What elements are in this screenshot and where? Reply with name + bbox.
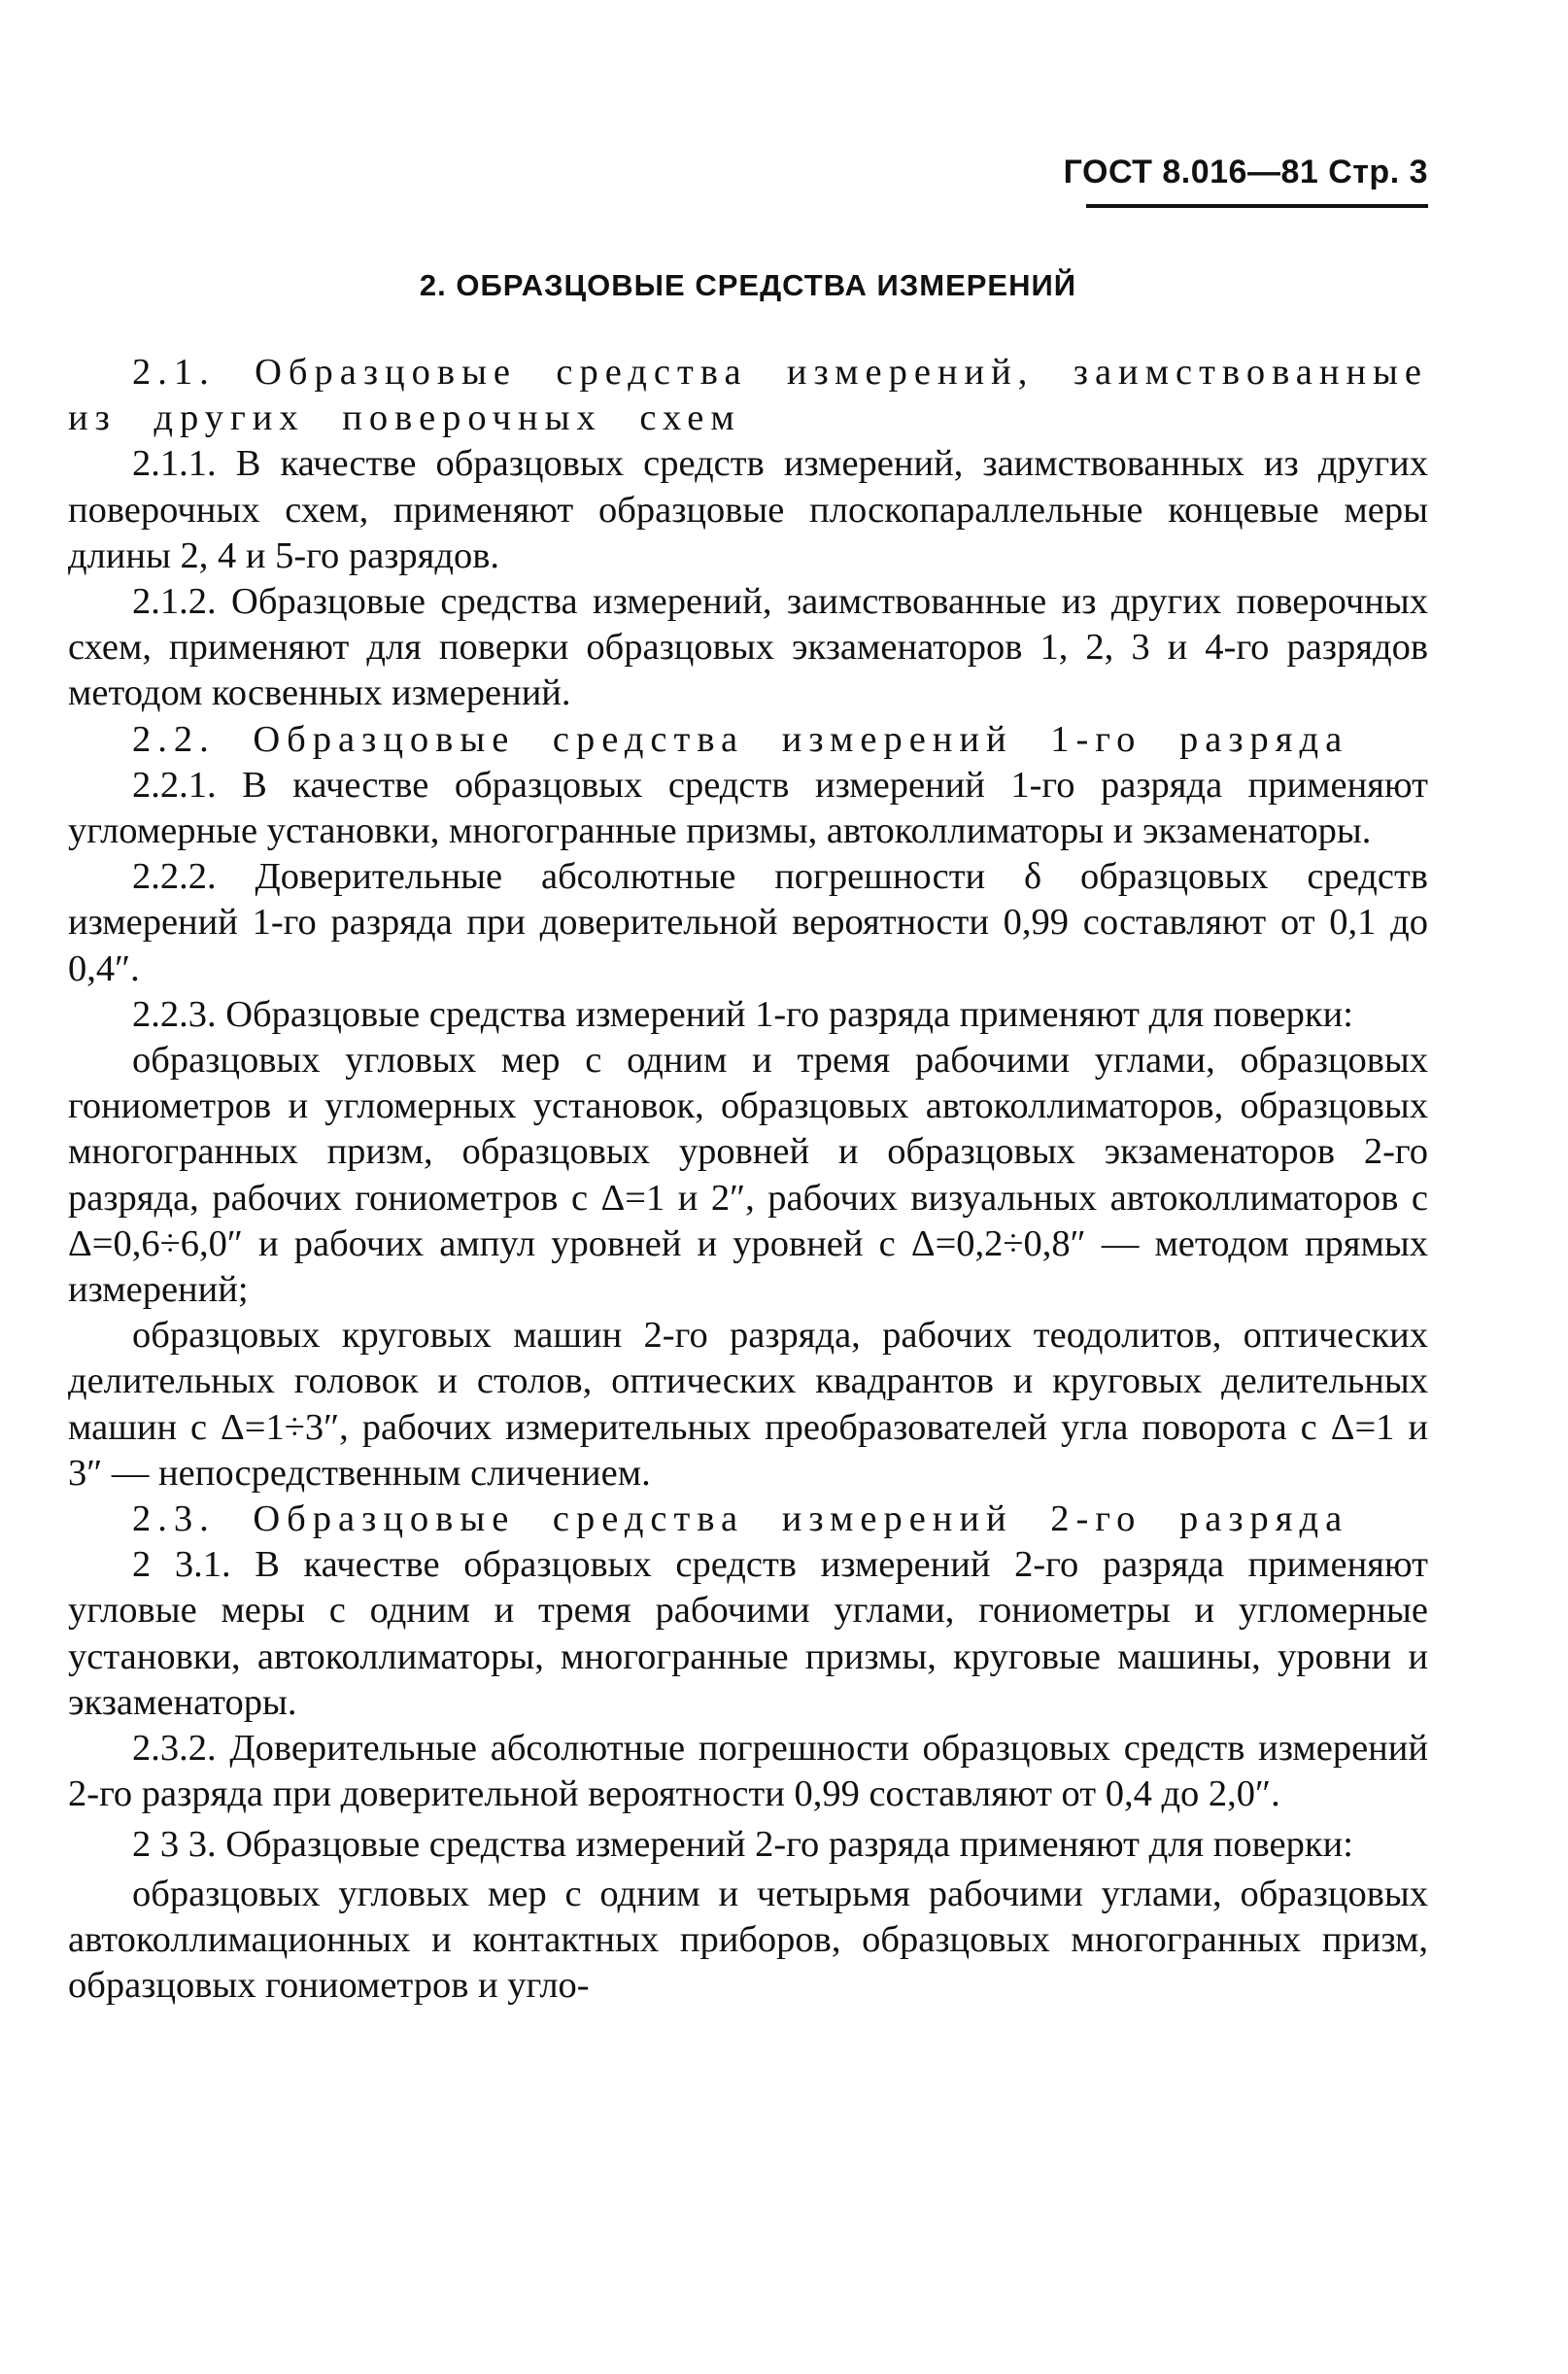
section-title: 2. ОБРАЗЦОВЫЕ СРЕДСТВА ИЗМЕРЕНИЙ	[419, 268, 1077, 302]
paragraph: 2.2.3. Образцовые средства измерений 1-го разряда применяют для поверки:	[132, 993, 1353, 1035]
paragraph: 2.1.2. Образцовые средства измерений, заимствованные из других поверочных схем, применяют для поверки образцовых экзаменаторов 1, 2, 3 и 4-го разрядов методом косвенных измерений.	[68, 581, 1428, 714]
subsection-heading: 2.2. Образцовые средства измерений 1-го разряда	[132, 718, 1349, 760]
paragraph: 2.2.1. В качестве образцовых средств измерений 1-го разряда применяют угломерные установки, многогранные призмы, автоколлиматоры и экзаменаторы.	[68, 764, 1428, 852]
header-rule	[1086, 204, 1428, 208]
list-paragraph: образцовых круговых машин 2-го разряда, рабочих теодолитов, оптических делительных головок и столов, оптических квадрантов и круговых делительных машин с Δ=1÷3″, рабочих измерительных преобразователей угла поворота с Δ=1 и 3″ — непосредственным сличением.	[68, 1315, 1428, 1494]
paragraph: 2.1.1. В качестве образцовых средств измерений, заимствованных из других поверочных схем, применяют образцовые плоскопараллельные концевые меры длины 2, 4 и 5-го разрядов.	[68, 443, 1428, 576]
list-paragraph: образцовых угловых мер с одним и тремя рабочими углами, образцовых гониометров и угломерных установок, образцовых автоколлиматоров, образцовых многогранных призм, образцовых уровней и образцовых экзаменаторов 2-го разряда, рабочих гониометров с Δ=1 и 2″, рабочих визуальных автоколлиматоров с Δ=0,6÷6,0″ и рабочих ампул уровней и уровней с Δ=0,2÷0,8″ — методом прямых измерений;	[68, 1040, 1428, 1311]
subsection-heading: 2.3. Образцовые средства измерений 2-го разряда	[132, 1498, 1349, 1540]
paragraph: 2 3 3. Образцовые средства измерений 2-го разряда применяют для поверки:	[132, 1823, 1353, 1865]
subsection-heading: 2.1. Образцовые средства измерений, заимствованные из других поверочных схем	[68, 352, 1428, 439]
document-page	[68, 0, 1428, 2374]
body-text	[68, 350, 1428, 2009]
paragraph: 2.3.2. Доверительные абсолютные погрешности образцовых средств измерений 2-го разряда при доверительной вероятности 0,99 составляют от 0,4 до 2,0″.	[68, 1728, 1428, 1815]
paragraph: 2.2.2. Доверительные абсолютные погрешности δ образцовых средств измерений 1-го разряда при доверительной вероятности 0,99 составляют от 0,1 до 0,4″.	[68, 856, 1428, 989]
paragraph: 2 3.1. В качестве образцовых средств измерений 2-го разряда применяют угловые меры с одним и тремя рабочими углами, гониометры и угломерные установки, автоколлиматоры, многогранные призмы, круговые машины, уровни и экзаменаторы.	[68, 1544, 1428, 1723]
list-paragraph: образцовых угловых мер с одним и четырьмя рабочими углами, образцовых автоколлимационных и контактных приборов, образцовых многогранных призм, образцовых гониометров и угло-	[68, 1873, 1428, 2007]
page-header: ГОСТ 8.016—81 Стр. 3	[1063, 154, 1428, 190]
